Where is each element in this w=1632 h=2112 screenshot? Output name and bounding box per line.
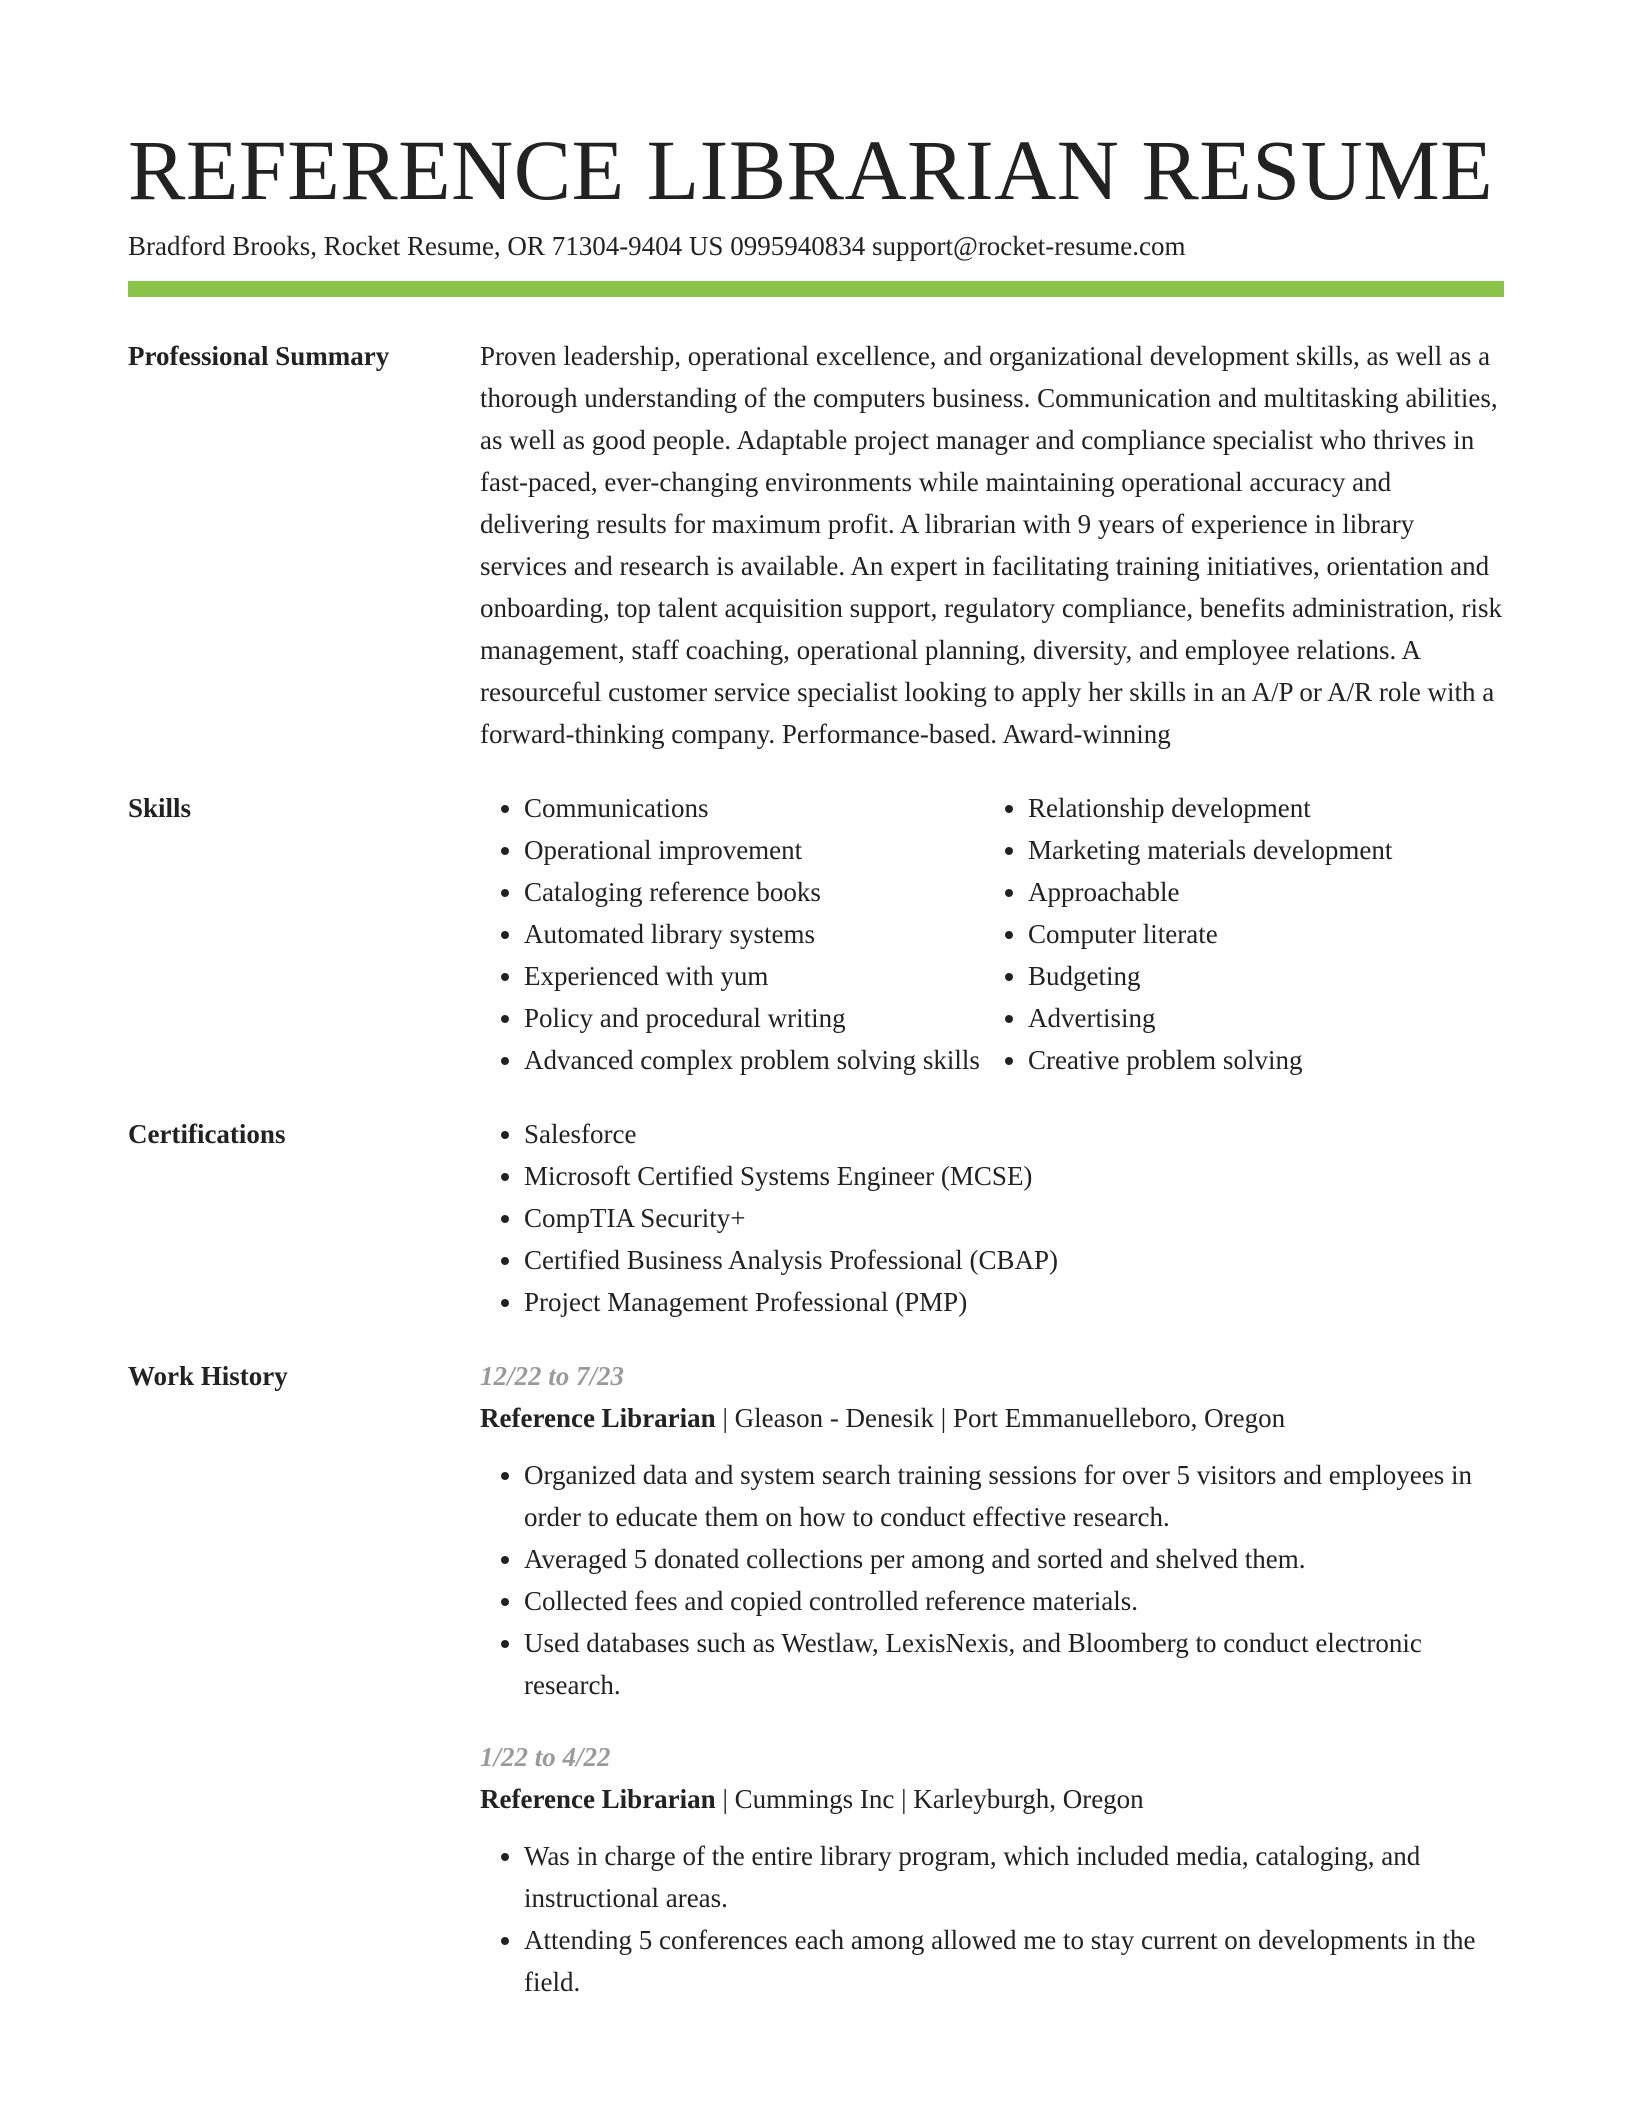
certification-item: • Salesforce: [524, 1113, 1504, 1155]
job-bullets: [480, 1835, 1504, 2003]
skill-item: • Computer literate: [1028, 913, 1504, 955]
job-entry: [480, 1355, 1504, 1706]
job-bullet: • Collected fees and copied controlled reference materials.: [524, 1580, 1504, 1622]
skill-item: • Advanced complex problem solving skills: [524, 1039, 984, 1081]
skill-item: • Advertising: [1028, 997, 1504, 1039]
job-bullet: • Averaged 5 donated collections per among and sorted and shelved them.: [524, 1538, 1504, 1580]
job-details: | Cummings Inc | Karleyburgh, Oregon: [715, 1784, 1144, 1814]
skills-section: [128, 787, 1504, 1081]
job-bullets: [480, 1454, 1504, 1706]
work-history-section: [128, 1355, 1504, 2003]
certification-item: • Certified Business Analysis Professional (CBAP): [524, 1239, 1504, 1281]
skills-list-left: [480, 787, 984, 1081]
job-bullet: • Was in charge of the entire library program, which included media, cataloging, and instructional areas.: [524, 1835, 1504, 1919]
skill-item: • Policy and procedural writing: [524, 997, 984, 1039]
skill-item: • Cataloging reference books: [524, 871, 984, 913]
job-dates: 12/22 to 7/23: [480, 1361, 625, 1391]
job-entry: [480, 1736, 1504, 2003]
certification-item: • Microsoft Certified Systems Engineer (MCSE): [524, 1155, 1504, 1197]
resume-page: [128, 120, 1504, 2003]
contact-line: Bradford Brooks, Rocket Resume, OR 71304-9404 US 0995940834 support@rocket-resume.com: [128, 231, 1186, 261]
job-dates: 1/22 to 4/22: [480, 1742, 611, 1772]
certifications-section: [128, 1113, 1504, 1323]
skills-label: Skills: [128, 793, 192, 823]
skill-item: • Automated library systems: [524, 913, 984, 955]
skill-item: • Marketing materials development: [1028, 829, 1504, 871]
job-heading: [480, 1778, 1504, 1820]
summary-text: Proven leadership, operational excellence, and organizational development skills, as well as a thorough understanding of the computers business. Communication and multitasking abilities, as well as good people. Adaptable project manager and compliance specialist who thrives in fast-paced, ever-changing environments while maintaining operational accuracy and delivering results for maximum profit. A librarian with 9 years of experience in library services and research is available. An expert in facilitating training initiatives, orientation and onboarding, top talent acquisition support, regulatory compliance, benefits administration, risk management, staff coaching, operational planning, diversity, and employee relations. A resourceful customer service specialist looking to apply her skills in an A/P or A/R role with a forward-thinking company. Performance-based. Award-winning: [480, 341, 1503, 749]
certifications-list: [480, 1113, 1504, 1323]
header-divider: [128, 281, 1504, 297]
skill-item: • Budgeting: [1028, 955, 1504, 997]
skill-item: • Communications: [524, 787, 984, 829]
job-bullet: • Attending 5 conferences each among allowed me to stay current on developments in the field.: [524, 1919, 1504, 2003]
certification-item: • CompTIA Security+: [524, 1197, 1504, 1239]
certifications-label: Certifications: [128, 1119, 286, 1149]
skill-item: • Operational improvement: [524, 829, 984, 871]
summary-label: Professional Summary: [128, 341, 390, 371]
summary-section: [128, 335, 1504, 755]
work-history-label: Work History: [128, 1361, 288, 1391]
skill-item: • Approachable: [1028, 871, 1504, 913]
skill-item: • Experienced with yum: [524, 955, 984, 997]
job-heading: [480, 1397, 1504, 1439]
job-bullet: • Organized data and system search training sessions for over 5 visitors and employees in order to educate them on how to conduct effective research.: [524, 1454, 1504, 1538]
job-bullet: • Used databases such as Westlaw, LexisNexis, and Bloomberg to conduct electronic research.: [524, 1622, 1504, 1706]
resume-title: REFERENCE LIBRARIAN RESUME: [128, 122, 1494, 218]
skill-item: • Relationship development: [1028, 787, 1504, 829]
skills-list-right: [984, 787, 1504, 1081]
job-title: Reference Librarian: [480, 1403, 716, 1433]
job-title: Reference Librarian: [480, 1784, 716, 1814]
skill-item: • Creative problem solving: [1028, 1039, 1504, 1081]
job-details: | Gleason - Denesik | Port Emmanuelleboro, Oregon: [715, 1403, 1286, 1433]
certification-item: • Project Management Professional (PMP): [524, 1281, 1504, 1323]
